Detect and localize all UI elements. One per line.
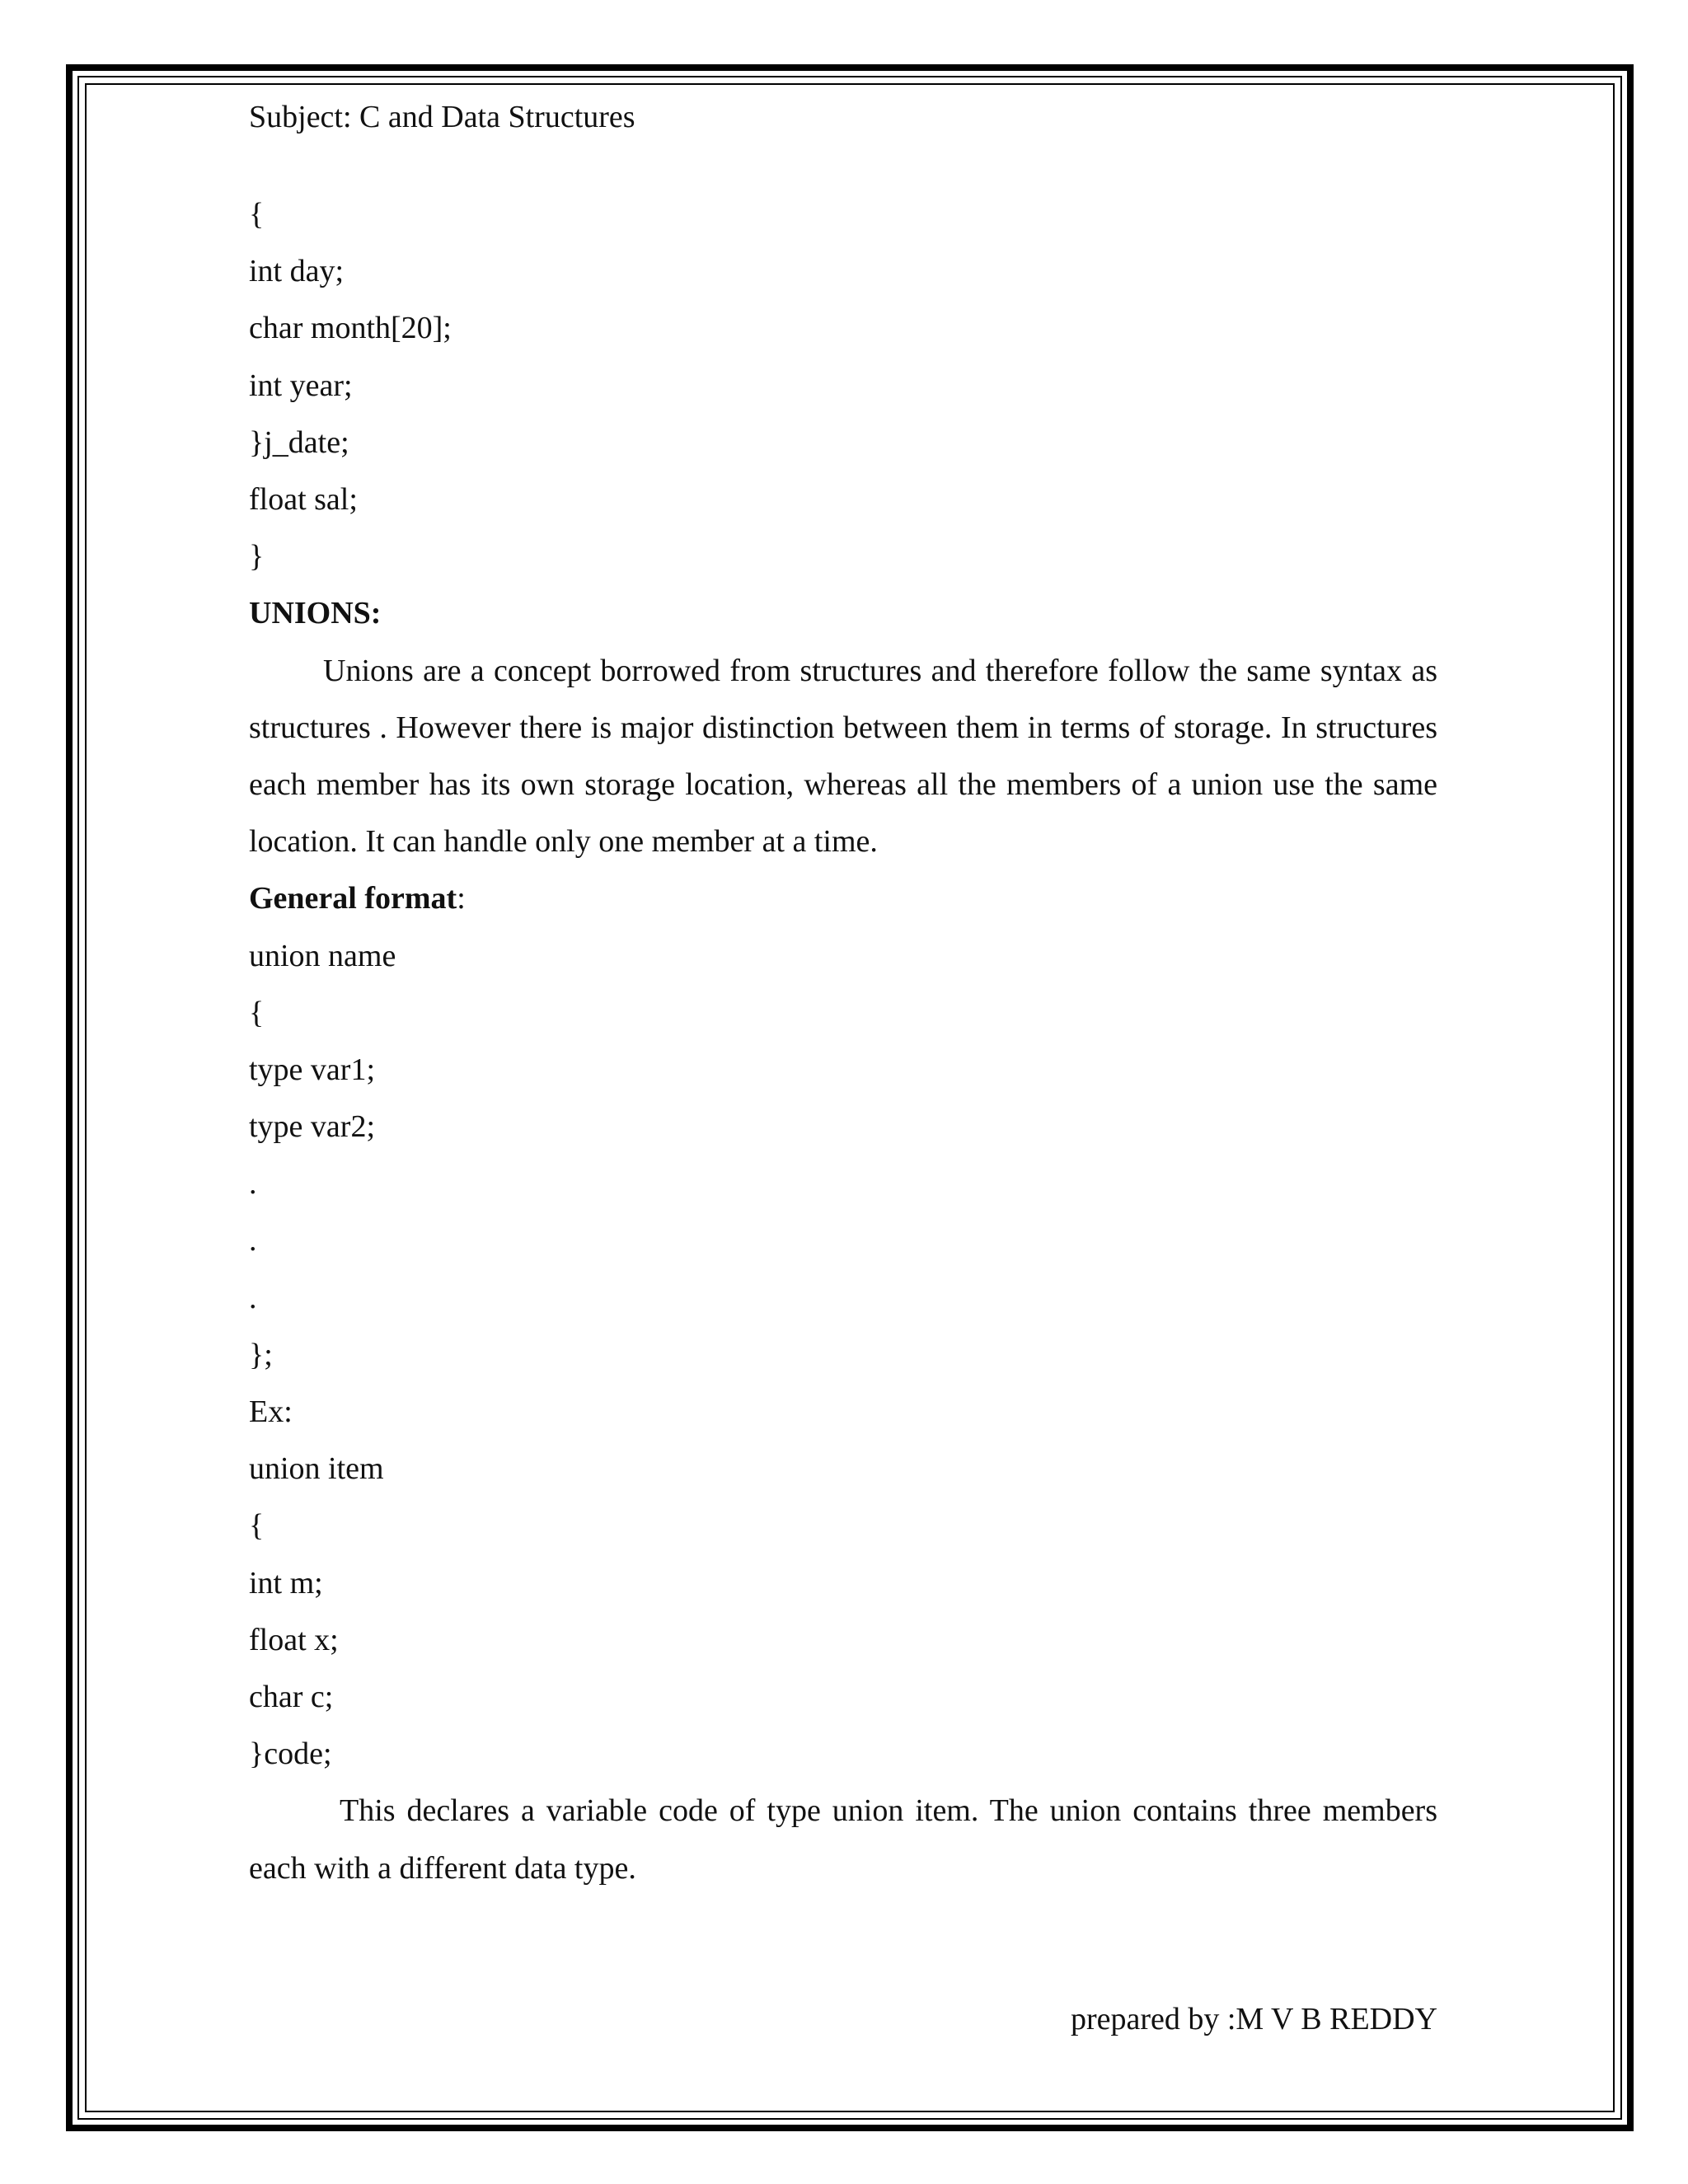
example-explanation: This declares a variable code of type union item. The union contains three members each with a different data type. [249, 1793, 1437, 1886]
code-line: int m; [249, 1565, 323, 1601]
code-line: } [249, 539, 265, 574]
example-code [249, 1441, 1437, 1783]
code-line: { [249, 995, 265, 1030]
unions-heading: UNIONS: [249, 596, 382, 631]
code-line: }code; [249, 1736, 332, 1772]
example-label: Ex: [249, 1394, 293, 1429]
general-format-label: General format [249, 881, 457, 916]
code-line: int year; [249, 368, 353, 403]
code-line: float sal; [249, 481, 358, 517]
general-format-heading [249, 870, 1437, 927]
code-line: type var2; [249, 1109, 376, 1145]
code-line: { [249, 197, 265, 232]
code-line: . [249, 1223, 257, 1258]
code-line: }j_date; [249, 424, 349, 460]
code-line: char month[20]; [249, 311, 452, 346]
code-line: . [249, 1280, 257, 1315]
code-block-top [249, 186, 1437, 585]
prepared-by-footer: prepared by :M V B REDDY [1070, 2002, 1437, 2036]
code-line: type var1; [249, 1052, 376, 1087]
page-content [249, 92, 1437, 1897]
code-line: { [249, 1508, 265, 1544]
code-line: union item [249, 1451, 384, 1487]
code-line: }; [249, 1337, 273, 1372]
subject-header: Subject: C and Data Structures [249, 100, 635, 134]
general-format-code [249, 928, 1437, 1385]
unions-paragraph: Unions are a concept borrowed from structures and therefore follow the same syntax as structures . However there is major distinction between them in terms of storage. In structures each member has its own storage location, whereas all the members of a union use the same location. It can handle only one member at a time. [249, 653, 1437, 860]
general-format-colon: : [457, 881, 466, 916]
code-line: union name [249, 938, 396, 973]
code-line: int day; [249, 254, 345, 289]
code-line: float x; [249, 1622, 339, 1657]
code-line: char c; [249, 1679, 334, 1714]
code-line: . [249, 1166, 257, 1202]
